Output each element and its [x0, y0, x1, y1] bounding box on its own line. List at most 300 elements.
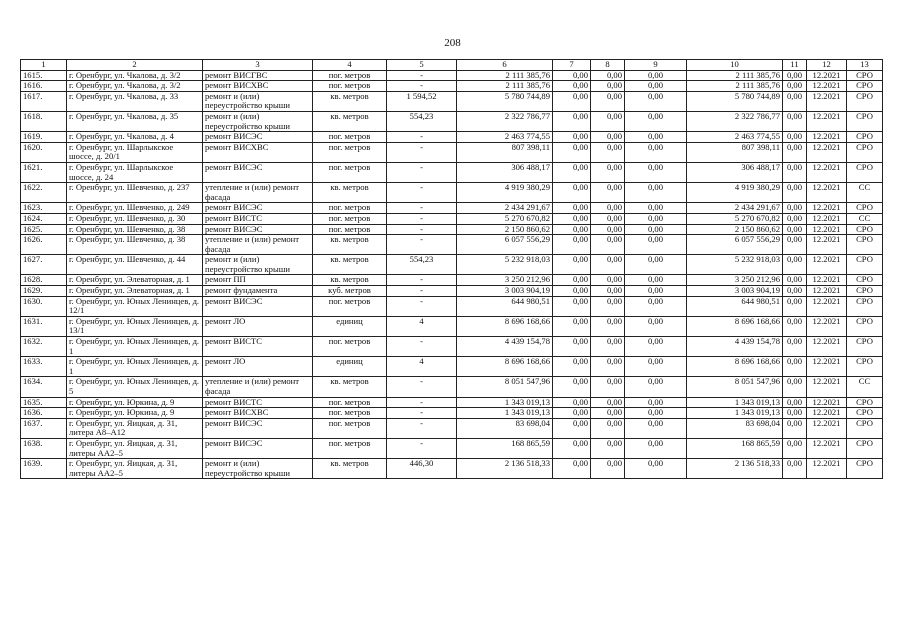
unit-cell: кв. метров: [313, 275, 387, 286]
table-row: [21, 183, 883, 203]
cost-cell: 0,00: [783, 213, 807, 224]
cost-cell: 0,00: [553, 183, 591, 203]
date-cell: 12.2021: [807, 183, 847, 203]
unit-cell: кв. метров: [313, 377, 387, 397]
cost-cell: 0,00: [591, 459, 625, 479]
total-cost-cell: 5 270 670,82: [457, 213, 553, 224]
row-number: 1630.: [21, 296, 67, 316]
cost-cell: 0,00: [783, 91, 807, 111]
column-number-row: [21, 60, 883, 71]
row-number: 1631.: [21, 316, 67, 336]
table-row: [21, 91, 883, 111]
cost-cell: 0,00: [591, 286, 625, 297]
date-cell: 12.2021: [807, 286, 847, 297]
work-type-cell: ремонт ВИСЭС: [203, 418, 313, 438]
unit-cell: пог. метров: [313, 397, 387, 408]
table-row: [21, 213, 883, 224]
cost-cell: 0,00: [591, 183, 625, 203]
total-cost-cell: 2 111 385,76: [457, 81, 553, 92]
work-type-cell: ремонт ВИСХВС: [203, 408, 313, 419]
address-cell: г. Оренбург, ул. Элеваторная, д. 1: [67, 286, 203, 297]
cost-cell: 0,00: [591, 316, 625, 336]
work-type-cell: ремонт ВИСЭС: [203, 132, 313, 143]
work-type-cell: ремонт ПП: [203, 275, 313, 286]
cost-cell: 0,00: [591, 377, 625, 397]
cost-cell: 0,00: [553, 459, 591, 479]
total-cost-cell: 83 698,04: [457, 418, 553, 438]
cost-cell: 0,00: [553, 418, 591, 438]
quantity-cell: -: [387, 142, 457, 162]
address-cell: г. Оренбург, ул. Шарлыкское шоссе, д. 20/1: [67, 142, 203, 162]
total-cost-cell: 3 003 904,19: [457, 286, 553, 297]
quantity-cell: 4: [387, 316, 457, 336]
table-row: [21, 70, 883, 81]
cost-cell: 0,00: [591, 408, 625, 419]
column-number-header: 4: [313, 60, 387, 71]
unit-cell: пог. метров: [313, 418, 387, 438]
row-number: 1615.: [21, 70, 67, 81]
method-cell: СРО: [847, 91, 883, 111]
address-cell: г. Оренбург, ул. Юных Ленинцев, д. 13/1: [67, 316, 203, 336]
table-row: [21, 408, 883, 419]
unit-cell: пог. метров: [313, 438, 387, 458]
date-cell: 12.2021: [807, 91, 847, 111]
unit-cell: пог. метров: [313, 224, 387, 235]
cost-cell: 0,00: [783, 357, 807, 377]
address-cell: г. Оренбург, ул. Яицкая, д. 31, литеры АА2–5: [67, 438, 203, 458]
row-number: 1633.: [21, 357, 67, 377]
cost-cell: 0,00: [783, 235, 807, 255]
quantity-cell: 4: [387, 357, 457, 377]
total-cost-cell: 5 232 918,03: [457, 255, 553, 275]
cost-cell: 0,00: [591, 142, 625, 162]
address-cell: г. Оренбург, ул. Чкалова, д. 4: [67, 132, 203, 143]
method-cell: СРО: [847, 459, 883, 479]
row-number: 1624.: [21, 213, 67, 224]
row-number: 1622.: [21, 183, 67, 203]
cost-cell: 0,00: [783, 438, 807, 458]
quantity-cell: -: [387, 438, 457, 458]
table-row: [21, 81, 883, 92]
cost-cell: 5 270 670,82: [687, 213, 783, 224]
cost-cell: 0,00: [553, 213, 591, 224]
method-cell: СРО: [847, 162, 883, 182]
unit-cell: пог. метров: [313, 337, 387, 357]
quantity-cell: -: [387, 286, 457, 297]
work-type-cell: утепление и (или) ремонт фасада: [203, 377, 313, 397]
work-type-cell: утепление и (или) ремонт фасада: [203, 235, 313, 255]
cost-cell: 0,00: [591, 111, 625, 131]
total-cost-cell: 4 919 380,29: [457, 183, 553, 203]
total-cost-cell: 8 696 168,66: [457, 357, 553, 377]
table-row: [21, 111, 883, 131]
row-number: 1635.: [21, 397, 67, 408]
cost-cell: 0,00: [783, 203, 807, 214]
unit-cell: единиц: [313, 357, 387, 377]
cost-cell: 2 111 385,76: [687, 70, 783, 81]
date-cell: 12.2021: [807, 296, 847, 316]
cost-cell: 0,00: [625, 162, 687, 182]
address-cell: г. Оренбург, ул. Юркина, д. 9: [67, 408, 203, 419]
cost-cell: 0,00: [625, 459, 687, 479]
total-cost-cell: 2 463 774,55: [457, 132, 553, 143]
cost-cell: 0,00: [625, 142, 687, 162]
page-number: 208: [444, 37, 461, 49]
date-cell: 12.2021: [807, 235, 847, 255]
cost-cell: 0,00: [625, 111, 687, 131]
cost-cell: 2 434 291,67: [687, 203, 783, 214]
unit-cell: пог. метров: [313, 132, 387, 143]
cost-cell: 2 150 860,62: [687, 224, 783, 235]
quantity-cell: 1 594,52: [387, 91, 457, 111]
cost-cell: 0,00: [553, 81, 591, 92]
cost-cell: 0,00: [625, 255, 687, 275]
method-cell: СРО: [847, 235, 883, 255]
cost-cell: 0,00: [625, 418, 687, 438]
table-row: [21, 235, 883, 255]
cost-cell: 0,00: [783, 459, 807, 479]
table-row: [21, 316, 883, 336]
date-cell: 12.2021: [807, 255, 847, 275]
cost-cell: 0,00: [591, 337, 625, 357]
cost-cell: 0,00: [591, 418, 625, 438]
date-cell: 12.2021: [807, 213, 847, 224]
work-type-cell: ремонт ВИСХВС: [203, 81, 313, 92]
repair-register-table: [20, 59, 883, 479]
cost-cell: 644 980,51: [687, 296, 783, 316]
cost-cell: 0,00: [625, 438, 687, 458]
work-type-cell: ремонт ВИСЭС: [203, 224, 313, 235]
cost-cell: 6 057 556,29: [687, 235, 783, 255]
table-row: [21, 142, 883, 162]
quantity-cell: -: [387, 183, 457, 203]
row-number: 1634.: [21, 377, 67, 397]
quantity-cell: -: [387, 235, 457, 255]
column-number-header: 11: [783, 60, 807, 71]
work-type-cell: ремонт ВИСГВС: [203, 70, 313, 81]
column-number-header: 7: [553, 60, 591, 71]
cost-cell: 0,00: [553, 224, 591, 235]
method-cell: СРО: [847, 418, 883, 438]
total-cost-cell: 4 439 154,78: [457, 337, 553, 357]
total-cost-cell: 8 696 168,66: [457, 316, 553, 336]
cost-cell: 2 322 786,77: [687, 111, 783, 131]
method-cell: СС: [847, 213, 883, 224]
cost-cell: 0,00: [783, 337, 807, 357]
total-cost-cell: 5 780 744,89: [457, 91, 553, 111]
unit-cell: пог. метров: [313, 296, 387, 316]
method-cell: СРО: [847, 296, 883, 316]
cost-cell: 0,00: [591, 162, 625, 182]
work-type-cell: ремонт и (или) переустройство крыши: [203, 459, 313, 479]
cost-cell: 0,00: [625, 377, 687, 397]
cost-cell: 3 003 904,19: [687, 286, 783, 297]
cost-cell: 0,00: [591, 235, 625, 255]
date-cell: 12.2021: [807, 203, 847, 214]
cost-cell: 0,00: [783, 408, 807, 419]
cost-cell: 0,00: [553, 286, 591, 297]
cost-cell: 0,00: [783, 132, 807, 143]
row-number: 1625.: [21, 224, 67, 235]
cost-cell: 0,00: [591, 70, 625, 81]
cost-cell: 0,00: [625, 397, 687, 408]
cost-cell: 0,00: [591, 203, 625, 214]
cost-cell: 0,00: [783, 255, 807, 275]
quantity-cell: -: [387, 162, 457, 182]
cost-cell: 0,00: [783, 111, 807, 131]
date-cell: 12.2021: [807, 438, 847, 458]
unit-cell: куб. метров: [313, 286, 387, 297]
cost-cell: 0,00: [625, 275, 687, 286]
address-cell: г. Оренбург, ул. Шарлыкское шоссе, д. 24: [67, 162, 203, 182]
address-cell: г. Оренбург, ул. Шевченко, д. 38: [67, 224, 203, 235]
cost-cell: 168 865,59: [687, 438, 783, 458]
address-cell: г. Оренбург, ул. Элеваторная, д. 1: [67, 275, 203, 286]
table-row: [21, 418, 883, 438]
cost-cell: 0,00: [783, 377, 807, 397]
cost-cell: 0,00: [783, 296, 807, 316]
table-row: [21, 377, 883, 397]
method-cell: СРО: [847, 438, 883, 458]
table-row: [21, 397, 883, 408]
cost-cell: 0,00: [591, 213, 625, 224]
unit-cell: пог. метров: [313, 408, 387, 419]
cost-cell: 8 051 547,96: [687, 377, 783, 397]
column-number-header: 9: [625, 60, 687, 71]
quantity-cell: -: [387, 377, 457, 397]
column-number-header: 2: [67, 60, 203, 71]
quantity-cell: -: [387, 397, 457, 408]
date-cell: 12.2021: [807, 275, 847, 286]
cost-cell: 0,00: [553, 162, 591, 182]
table-row: [21, 296, 883, 316]
cost-cell: 0,00: [591, 438, 625, 458]
date-cell: 12.2021: [807, 81, 847, 92]
table-row: [21, 224, 883, 235]
table-row: [21, 438, 883, 458]
cost-cell: 0,00: [783, 183, 807, 203]
cost-cell: 0,00: [553, 111, 591, 131]
unit-cell: пог. метров: [313, 70, 387, 81]
method-cell: СРО: [847, 286, 883, 297]
cost-cell: 3 250 212,96: [687, 275, 783, 286]
cost-cell: 0,00: [591, 397, 625, 408]
unit-cell: кв. метров: [313, 111, 387, 131]
cost-cell: 0,00: [553, 438, 591, 458]
date-cell: 12.2021: [807, 337, 847, 357]
work-type-cell: ремонт ВИСЭС: [203, 296, 313, 316]
cost-cell: 0,00: [783, 81, 807, 92]
cost-cell: 0,00: [591, 224, 625, 235]
unit-cell: пог. метров: [313, 81, 387, 92]
address-cell: г. Оренбург, ул. Шевченко, д. 44: [67, 255, 203, 275]
row-number: 1623.: [21, 203, 67, 214]
column-number-header: 5: [387, 60, 457, 71]
cost-cell: 5 780 744,89: [687, 91, 783, 111]
cost-cell: 0,00: [625, 203, 687, 214]
cost-cell: 0,00: [783, 162, 807, 182]
address-cell: г. Оренбург, ул. Юных Ленинцев, д. 5: [67, 377, 203, 397]
work-type-cell: ремонт ВИСТС: [203, 337, 313, 357]
work-type-cell: ремонт ВИСЭС: [203, 162, 313, 182]
cost-cell: 2 463 774,55: [687, 132, 783, 143]
cost-cell: 0,00: [625, 337, 687, 357]
method-cell: СРО: [847, 81, 883, 92]
row-number: 1639.: [21, 459, 67, 479]
row-number: 1628.: [21, 275, 67, 286]
cost-cell: 0,00: [783, 418, 807, 438]
cost-cell: 0,00: [625, 213, 687, 224]
total-cost-cell: 6 057 556,29: [457, 235, 553, 255]
date-cell: 12.2021: [807, 357, 847, 377]
table-row: [21, 162, 883, 182]
total-cost-cell: 807 398,11: [457, 142, 553, 162]
row-number: 1626.: [21, 235, 67, 255]
method-cell: СС: [847, 183, 883, 203]
cost-cell: 0,00: [553, 377, 591, 397]
quantity-cell: -: [387, 408, 457, 419]
date-cell: 12.2021: [807, 224, 847, 235]
address-cell: г. Оренбург, ул. Юных Ленинцев, д. 1: [67, 337, 203, 357]
total-cost-cell: 2 322 786,77: [457, 111, 553, 131]
row-number: 1619.: [21, 132, 67, 143]
table-row: [21, 275, 883, 286]
row-number: 1632.: [21, 337, 67, 357]
cost-cell: 0,00: [783, 316, 807, 336]
table-row: [21, 286, 883, 297]
cost-cell: 2 111 385,76: [687, 81, 783, 92]
unit-cell: пог. метров: [313, 142, 387, 162]
address-cell: г. Оренбург, ул. Чкалова, д. 35: [67, 111, 203, 131]
column-number-header: 1: [21, 60, 67, 71]
table-row: [21, 255, 883, 275]
address-cell: г. Оренбург, ул. Яицкая, д. 31, литера А8–А12: [67, 418, 203, 438]
unit-cell: кв. метров: [313, 255, 387, 275]
work-type-cell: утепление и (или) ремонт фасада: [203, 183, 313, 203]
method-cell: СРО: [847, 337, 883, 357]
cost-cell: 0,00: [591, 255, 625, 275]
table-row: [21, 203, 883, 214]
quantity-cell: -: [387, 132, 457, 143]
method-cell: СРО: [847, 132, 883, 143]
date-cell: 12.2021: [807, 459, 847, 479]
date-cell: 12.2021: [807, 418, 847, 438]
row-number: 1637.: [21, 418, 67, 438]
cost-cell: 0,00: [625, 316, 687, 336]
column-number-header: 8: [591, 60, 625, 71]
date-cell: 12.2021: [807, 408, 847, 419]
quantity-cell: -: [387, 224, 457, 235]
cost-cell: 0,00: [591, 91, 625, 111]
cost-cell: 0,00: [591, 275, 625, 286]
table-row: [21, 337, 883, 357]
work-type-cell: ремонт и (или) переустройство крыши: [203, 111, 313, 131]
cost-cell: 0,00: [625, 296, 687, 316]
total-cost-cell: 2 150 860,62: [457, 224, 553, 235]
cost-cell: 807 398,11: [687, 142, 783, 162]
column-number-header: 6: [457, 60, 553, 71]
work-type-cell: ремонт ВИСЭС: [203, 438, 313, 458]
column-number-header: 3: [203, 60, 313, 71]
method-cell: СРО: [847, 142, 883, 162]
date-cell: 12.2021: [807, 70, 847, 81]
column-number-header: 12: [807, 60, 847, 71]
cost-cell: 0,00: [625, 408, 687, 419]
quantity-cell: -: [387, 203, 457, 214]
method-cell: СРО: [847, 203, 883, 214]
quantity-cell: 554,23: [387, 255, 457, 275]
date-cell: 12.2021: [807, 142, 847, 162]
cost-cell: 8 696 168,66: [687, 357, 783, 377]
quantity-cell: -: [387, 275, 457, 286]
cost-cell: 4 919 380,29: [687, 183, 783, 203]
row-number: 1636.: [21, 408, 67, 419]
quantity-cell: -: [387, 418, 457, 438]
quantity-cell: -: [387, 337, 457, 357]
date-cell: 12.2021: [807, 132, 847, 143]
cost-cell: 0,00: [553, 296, 591, 316]
cost-cell: 0,00: [625, 91, 687, 111]
total-cost-cell: 2 111 385,76: [457, 70, 553, 81]
unit-cell: кв. метров: [313, 235, 387, 255]
total-cost-cell: 2 434 291,67: [457, 203, 553, 214]
work-type-cell: ремонт ВИСТС: [203, 213, 313, 224]
cost-cell: 0,00: [553, 91, 591, 111]
cost-cell: 0,00: [553, 357, 591, 377]
cost-cell: 5 232 918,03: [687, 255, 783, 275]
unit-cell: пог. метров: [313, 213, 387, 224]
method-cell: СРО: [847, 255, 883, 275]
cost-cell: 4 439 154,78: [687, 337, 783, 357]
row-number: 1638.: [21, 438, 67, 458]
total-cost-cell: 8 051 547,96: [457, 377, 553, 397]
date-cell: 12.2021: [807, 397, 847, 408]
cost-cell: 2 136 518,33: [687, 459, 783, 479]
row-number: 1616.: [21, 81, 67, 92]
cost-cell: 0,00: [625, 235, 687, 255]
address-cell: г. Оренбург, ул. Юных Ленинцев, д. 12/1: [67, 296, 203, 316]
quantity-cell: -: [387, 81, 457, 92]
cost-cell: 0,00: [553, 203, 591, 214]
cost-cell: 0,00: [591, 296, 625, 316]
cost-cell: 0,00: [553, 408, 591, 419]
quantity-cell: -: [387, 296, 457, 316]
address-cell: г. Оренбург, ул. Шевченко, д. 237: [67, 183, 203, 203]
row-number: 1617.: [21, 91, 67, 111]
method-cell: СС: [847, 377, 883, 397]
quantity-cell: -: [387, 213, 457, 224]
cost-cell: 0,00: [591, 357, 625, 377]
date-cell: 12.2021: [807, 377, 847, 397]
row-number: 1629.: [21, 286, 67, 297]
cost-cell: 0,00: [553, 397, 591, 408]
work-type-cell: ремонт ВИСХВС: [203, 142, 313, 162]
unit-cell: пог. метров: [313, 162, 387, 182]
unit-cell: единиц: [313, 316, 387, 336]
unit-cell: кв. метров: [313, 91, 387, 111]
method-cell: СРО: [847, 408, 883, 419]
cost-cell: 0,00: [783, 397, 807, 408]
method-cell: СРО: [847, 111, 883, 131]
unit-cell: пог. метров: [313, 203, 387, 214]
total-cost-cell: 1 343 019,13: [457, 408, 553, 419]
address-cell: г. Оренбург, ул. Шевченко, д. 30: [67, 213, 203, 224]
cost-cell: 0,00: [625, 224, 687, 235]
date-cell: 12.2021: [807, 111, 847, 131]
total-cost-cell: 1 343 019,13: [457, 397, 553, 408]
cost-cell: 0,00: [553, 70, 591, 81]
cost-cell: 0,00: [625, 132, 687, 143]
